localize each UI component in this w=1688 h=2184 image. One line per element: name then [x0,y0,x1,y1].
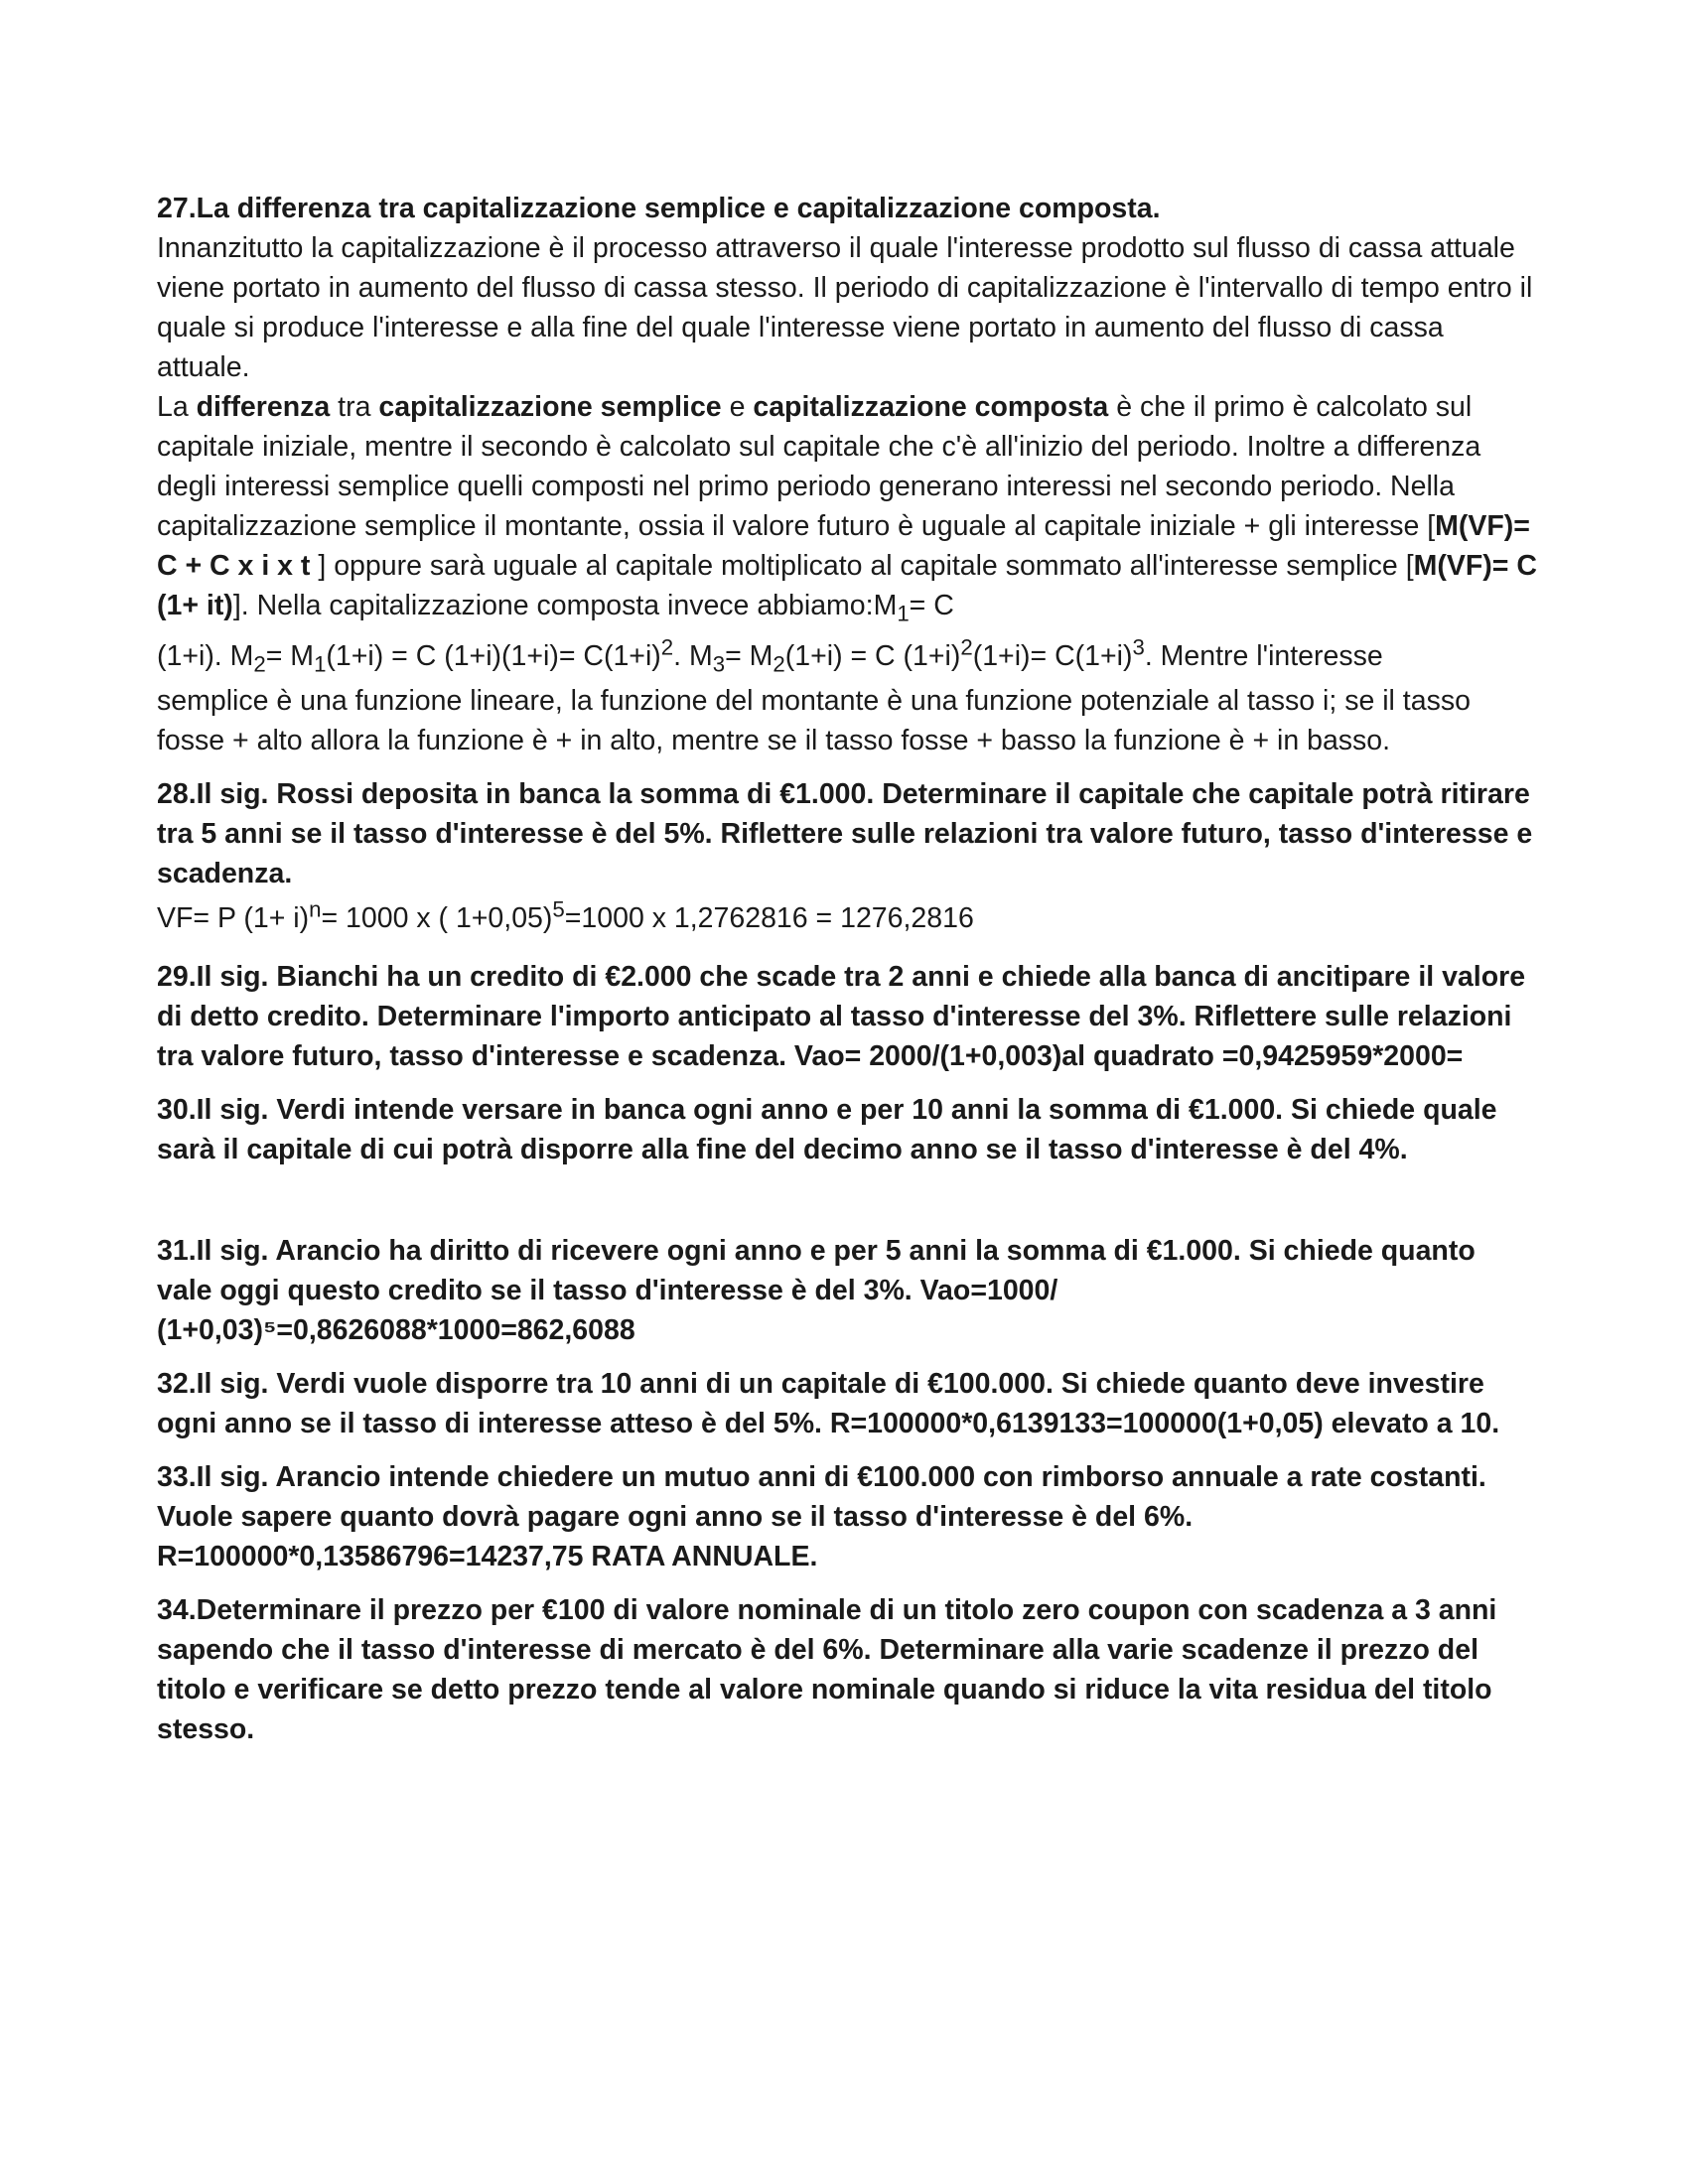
question-27-body: La differenza tra capitalizzazione semplice e capitalizzazione composta è che il primo è calcolato sul capitale iniziale, mentre il secondo è calcolato sul capitale che c'è all'inizio del periodo. Inoltre a differenza degli interessi semplice quelli composti nel primo periodo generano interessi nel secondo periodo. Nella capitalizzazione semplice il montante, ossia il valore futuro è uguale al capitale iniziale + gli interesse [M(VF)= C + C x i x t ] oppure sarà uguale al capitale moltiplicato al capitale sommato all'interesse semplice [M(VF)= C (1+ it)]. Nella capitalizzazione composta invece $abbiamo:M_1= C$ [157,391,1537,626]
question-29: 29.Il sig. Bianchi ha un credito di €2.000 che scade tra 2 anni e chiede alla banca di ancitipare il valore di detto credito. Determinare l'importo anticipato al tasso d'interesse del 3%. Riflettere sulle relazioni tra valore futuro, tasso d'interesse e scadenza. Vao= 2000/(1+0,003)al quadrato =0,9425959*2000= [157,961,1526,1072]
question-27-intro: Innanzitutto la capitalizzazione è il processo attraverso il quale l'interesse prodotto sul flusso di cassa attuale viene portato in aumento del flusso di cassa stesso. Il periodo di capitalizzazione è l'intervallo di tempo entro il quale si produce l'interesse e alla fine del quale l'interesse viene portato in aumento del flusso di cassa attuale. [157,232,1533,383]
question-33: 33.Il sig. Arancio intende chiedere un mutuo anni di €100.000 con rimborso annuale a rate costanti. Vuole sapere quanto dovrà pagare ogni anno se il tasso d'interesse è del 6%. R=100000*0,13586796=14237,75 RATA ANNUALE. [157,1461,1486,1572]
question-34: 34.Determinare il prezzo per €100 di valore nominale di un titolo zero coupon con scadenza a 3 anni sapendo che il tasso d'interesse di mercato è del 6%. Determinare alla varie scadenze il prezzo del titolo e verificare se detto prezzo tende al valore nominale quando si riduce la vita residua del titolo stesso. [157,1594,1497,1745]
document-page [157,189,1537,1749]
question-27-formula: (1+i). $M_2= M_1(1+i) = C$ $(1+i)(1+i)= C(1+i)^2$. $M_3= M_2(1+i) = C$ $(1+i)^2(1+i)= C(1+i)^3$. Mentre l'interesse [157,634,1383,677]
question-27-title: 27.La differenza tra capitalizzazione semplice e capitalizzazione composta. [157,193,1161,224]
question-32: 32.Il sig. Verdi vuole disporre tra 10 anni di un capitale di €100.000. Si chiede quanto deve investire ogni anno se il tasso di interesse atteso è del 5%. R=100000*0,6139133=100000(1+0,05) elevato a 10. [157,1368,1500,1439]
question-30: 30.Il sig. Verdi intende versare in banca ogni anno e per 10 anni la somma di €1.000. Si chiede quale sarà il capitale di cui potrà disporre alla fine del decimo anno se il tasso d'interesse è del 4%. [157,1094,1497,1165]
question-28-formula: VF= P $(1+ i)^n= 1000$ x ( 1+0,05)$^5$=1000 x 1,2762816 = 1276,2816 [157,896,974,934]
question-28-title: 28.Il sig. Rossi deposita in banca la somma di €1.000. Determinare il capitale che capitale potrà ritirare tra 5 anni se il tasso d'interesse è del 5%. Riflettere sulle relazioni tra valore futuro, tasso d'interesse e scadenza. [157,778,1533,889]
question-27-conclusion: semplice è una funzione lineare, la funzione del montante è una funzione potenziale al tasso i; se il tasso fosse + alto allora la funzione è + in alto, mentre se il tasso fosse + basso la funzione è + in basso. [157,685,1471,756]
question-31: 31.Il sig. Arancio ha diritto di ricevere ogni anno e per 5 anni la somma di €1.000. Si chiede quanto vale oggi questo credito se il tasso d'interesse è del 3%. Vao=1000/ (1+0,03)⁵=0,8626088*1000=862,6088 [157,1235,1476,1346]
